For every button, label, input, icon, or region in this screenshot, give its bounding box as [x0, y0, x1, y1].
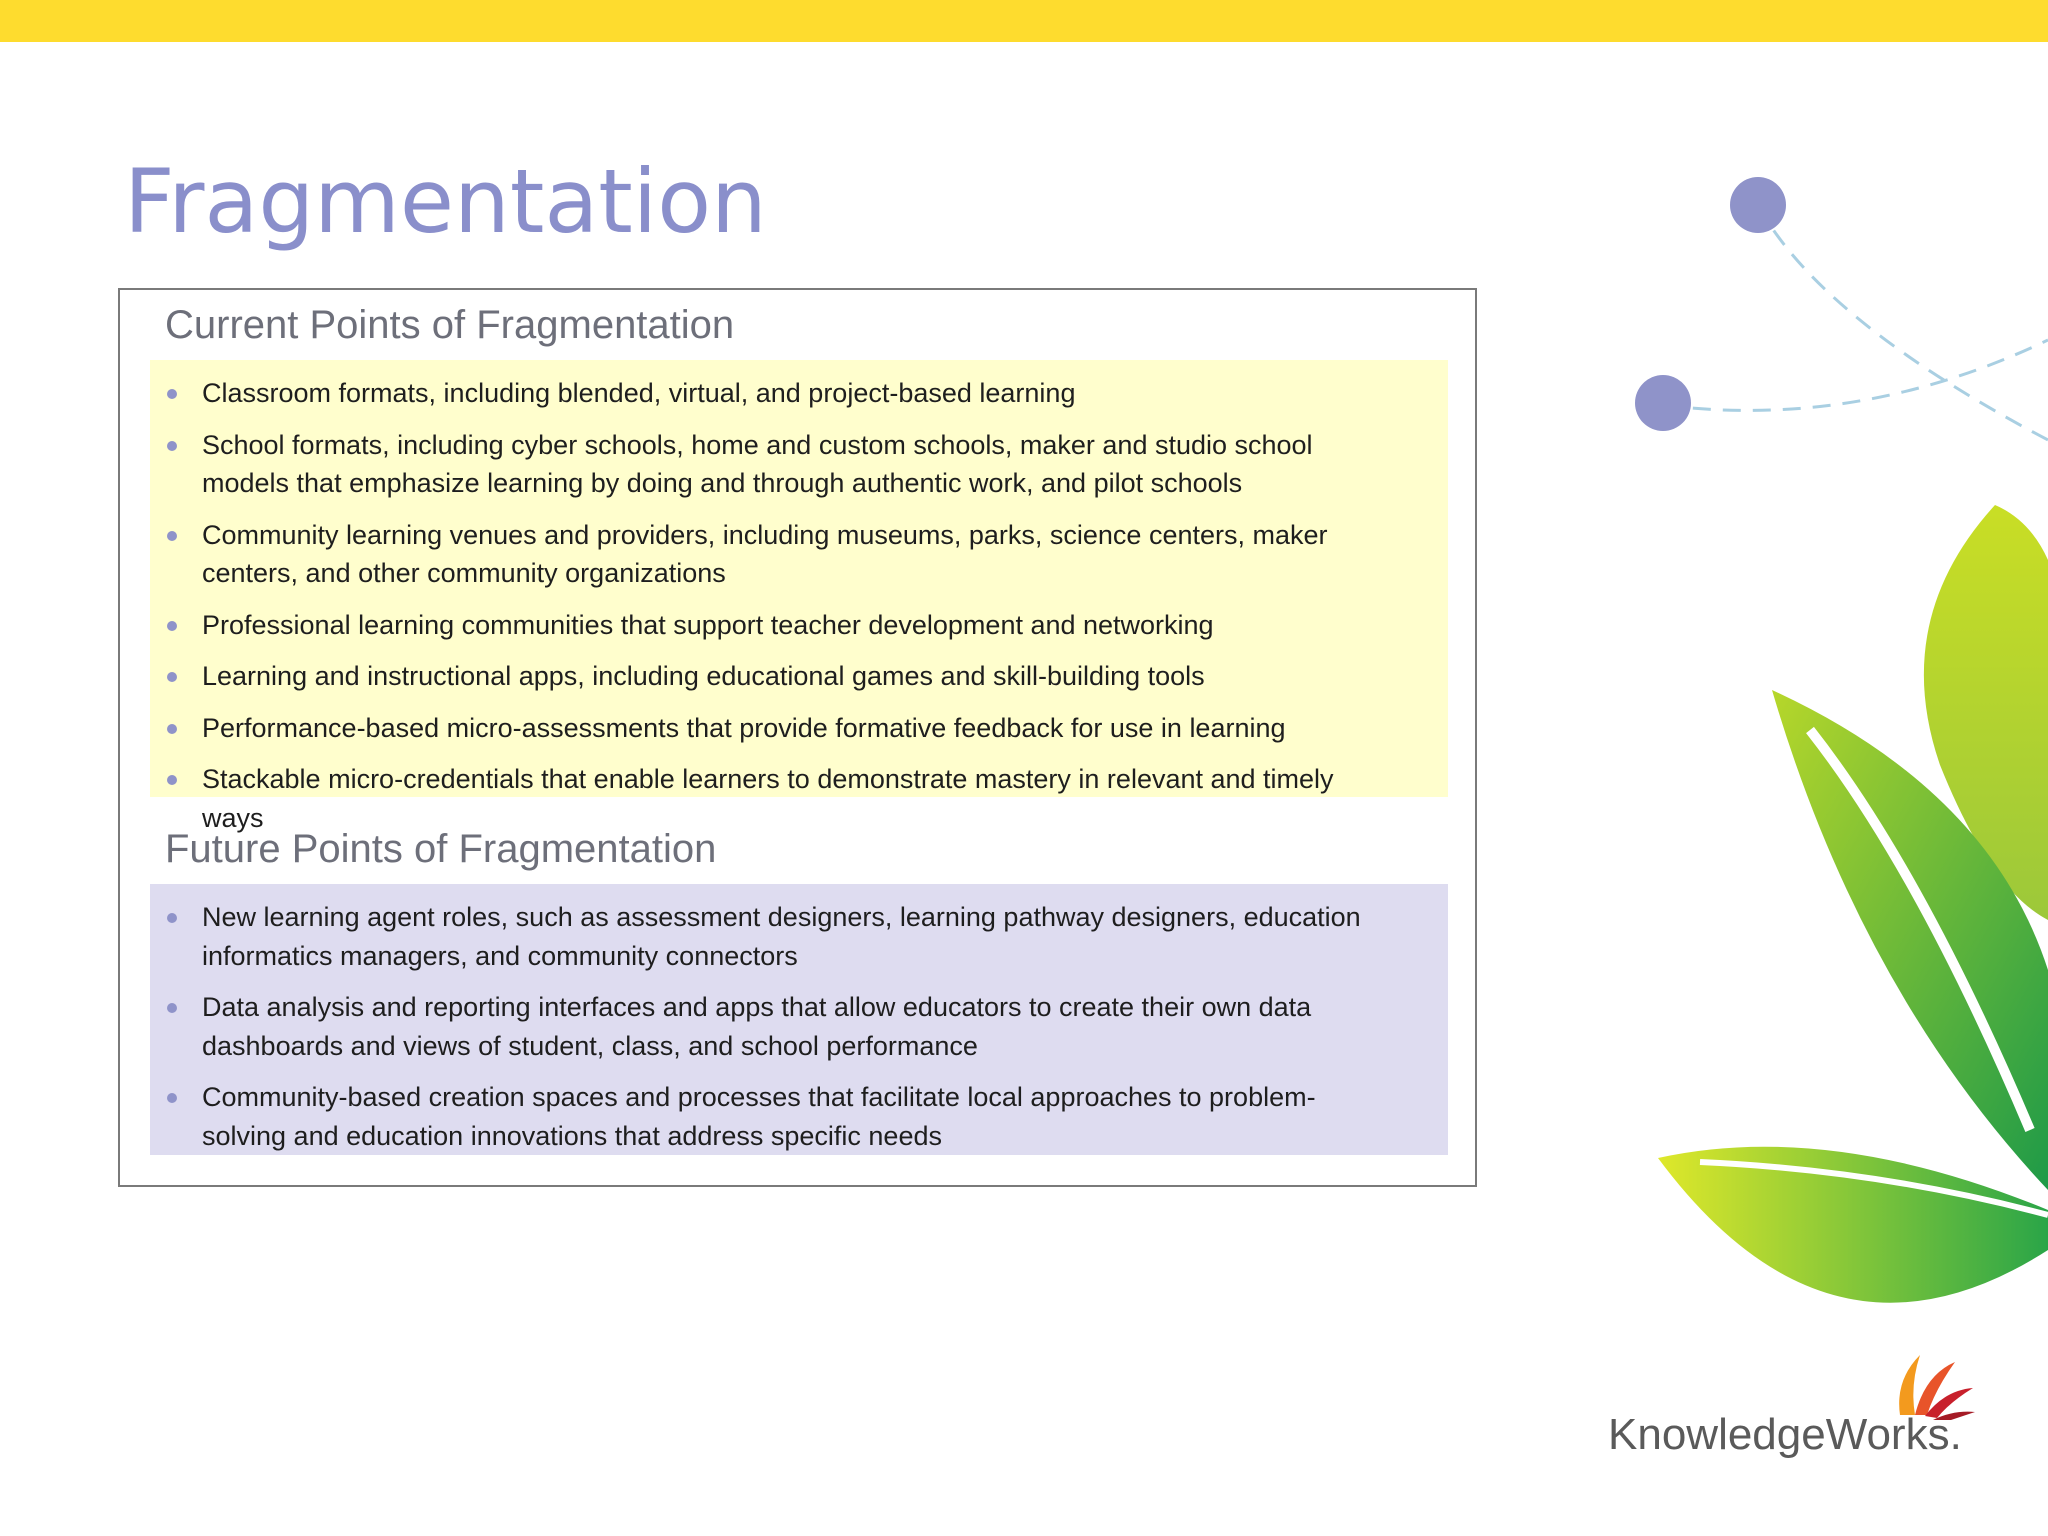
bullet-icon: [167, 672, 177, 682]
list-item: [150, 898, 1398, 975]
bullet-icon: [167, 1003, 177, 1013]
future-section-heading: Future Points of Fragmentation: [165, 827, 717, 871]
list-item-text: School formats, including cyber schools, home and custom schools, maker and studio school models that emphasize learning by doing and through authentic work, and pilot schools: [202, 429, 1313, 498]
knowledgeworks-logo: [1600, 1350, 2000, 1480]
list-item: [150, 516, 1398, 593]
bullet-icon: [167, 389, 177, 399]
list-item-text: Classroom formats, including blended, virtual, and project-based learning: [202, 378, 1076, 408]
dashed-connector-line: [1758, 205, 2048, 440]
future-points-panel: [150, 884, 1448, 1155]
list-item: [150, 988, 1398, 1065]
list-item: [150, 606, 1398, 645]
list-item: [150, 657, 1398, 696]
future-points-list: [150, 898, 1398, 1155]
slide-title: Fragmentation: [124, 150, 767, 253]
list-item: [150, 374, 1398, 413]
bullet-icon: [167, 621, 177, 631]
bullet-icon: [167, 724, 177, 734]
bullet-icon: [167, 531, 177, 541]
list-item-text: Community-based creation spaces and processes that facilitate local approaches to problem-solving and education innovations that address specific needs: [202, 1082, 1316, 1151]
list-item-text: Community learning venues and providers, including museums, parks, science centers, maker centers, and other community organizations: [202, 519, 1328, 588]
bullet-icon: [167, 913, 177, 923]
node-dot: [1635, 375, 1691, 431]
bullet-icon: [167, 775, 177, 785]
logo-wordmark: KnowledgeWorks.: [1608, 1410, 1962, 1459]
list-item: [150, 426, 1398, 503]
list-item-text: Professional learning communities that support teacher development and networking: [202, 609, 1214, 640]
list-item-text: New learning agent roles, such as assessment designers, learning pathway designers, education informatics managers, and community connectors: [202, 902, 1361, 971]
list-item: [150, 1078, 1398, 1155]
node-dot: [1730, 177, 1786, 233]
current-points-list: [150, 374, 1398, 837]
leaf-decoration: [1560, 150, 2048, 1320]
list-item-text: Data analysis and reporting interfaces and apps that allow educators to create their own data dashboards and views of student, class, and school performance: [202, 992, 1312, 1061]
list-item-text: Stackable micro-credentials that enable learners to demonstrate mastery in relevant and timely ways: [202, 764, 1334, 833]
leaf-shape: [1658, 1147, 2048, 1303]
current-section-heading: Current Points of Fragmentation: [165, 303, 735, 347]
bullet-icon: [167, 441, 177, 451]
list-item-text: Learning and instructional apps, including educational games and skill-building tools: [202, 661, 1205, 691]
dashed-connector-line: [1663, 340, 2048, 410]
list-item: [150, 709, 1398, 748]
current-points-panel: [150, 360, 1448, 833]
bullet-icon: [167, 1093, 177, 1103]
top-accent-bar: [0, 0, 2048, 42]
list-item: [150, 760, 1398, 837]
list-item-text: Performance-based micro-assessments that provide formative feedback for use in learning: [202, 712, 1286, 743]
